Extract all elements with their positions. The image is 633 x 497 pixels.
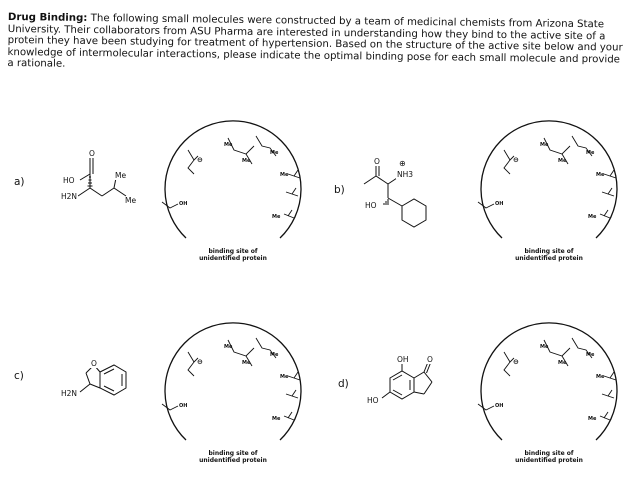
site-me-mid: Me bbox=[558, 158, 567, 164]
atom-ketone-o: O bbox=[427, 355, 433, 364]
site-me-top: Me bbox=[540, 344, 549, 350]
binding-site-2 bbox=[474, 130, 624, 260]
atom-hydroxyl-left: HO bbox=[367, 396, 379, 405]
atom-amine: H2N bbox=[61, 389, 78, 398]
site-me-top: Me bbox=[224, 142, 233, 148]
label-a: a) bbox=[14, 176, 25, 188]
label-b: b) bbox=[334, 184, 345, 196]
atom-charge-plus: ⊕ bbox=[399, 159, 406, 168]
binding-site-pocket bbox=[474, 130, 624, 250]
atom-methyl-top: Me bbox=[115, 171, 127, 180]
molecule-a bbox=[60, 150, 160, 220]
site-me-right: Me bbox=[270, 150, 279, 156]
atom-amine: H2N bbox=[61, 192, 78, 201]
molecule-c bbox=[60, 360, 140, 420]
binding-site-caption: binding site of unidentified protein bbox=[515, 450, 583, 464]
site-charge-minus: ⊖ bbox=[197, 156, 203, 164]
site-oh: OH bbox=[179, 201, 188, 207]
site-me-top: Me bbox=[540, 142, 549, 148]
atom-hydroxyl-top: OH bbox=[397, 355, 409, 364]
site-oh: OH bbox=[495, 201, 504, 207]
problem-statement bbox=[7, 12, 624, 77]
site-me-bottom: Me bbox=[588, 416, 597, 422]
site-oh: OH bbox=[495, 403, 504, 409]
site-me-mid: Me bbox=[242, 158, 251, 164]
site-oh: OH bbox=[179, 403, 188, 409]
site-me-bottom: Me bbox=[272, 214, 281, 220]
binding-site-1 bbox=[158, 130, 308, 260]
site-charge-minus: ⊖ bbox=[513, 156, 519, 164]
binding-site-caption: binding site of unidentified protein bbox=[199, 450, 267, 464]
site-me-lower: Me bbox=[280, 374, 289, 380]
atom-carbonyl-o: O bbox=[89, 149, 95, 158]
binding-site-caption: binding site of unidentified protein bbox=[199, 248, 267, 262]
site-me-mid: Me bbox=[242, 360, 251, 366]
site-me-mid: Me bbox=[558, 360, 567, 366]
label-d: d) bbox=[338, 378, 349, 390]
site-me-lower: Me bbox=[280, 172, 289, 178]
molecule-d-structure bbox=[362, 356, 462, 426]
binding-site-pocket bbox=[474, 332, 624, 452]
molecule-a-structure bbox=[60, 150, 160, 220]
site-charge-minus: ⊖ bbox=[197, 358, 203, 366]
binding-site-pocket bbox=[158, 332, 308, 452]
molecule-d bbox=[362, 356, 462, 426]
site-me-bottom: Me bbox=[272, 416, 281, 422]
atom-carbonyl-o: O bbox=[374, 157, 380, 166]
site-me-lower: Me bbox=[596, 172, 605, 178]
binding-site-caption: binding site of unidentified protein bbox=[515, 248, 583, 262]
binding-site-pocket bbox=[158, 130, 308, 250]
site-me-right: Me bbox=[586, 352, 595, 358]
binding-site-3 bbox=[158, 332, 308, 462]
atom-ring-o: O bbox=[91, 359, 97, 368]
atom-hydroxyl: HO bbox=[365, 201, 377, 210]
atom-hydroxyl: HO bbox=[63, 176, 75, 185]
binding-site-4 bbox=[474, 332, 624, 462]
site-me-top: Me bbox=[224, 344, 233, 350]
atom-ammonium: NH3 bbox=[397, 170, 414, 179]
site-me-bottom: Me bbox=[588, 214, 597, 220]
molecule-b bbox=[356, 156, 446, 246]
site-me-lower: Me bbox=[596, 374, 605, 380]
site-me-right: Me bbox=[586, 150, 595, 156]
problem-text: The following small molecules were constructed by a team of medicinal chemists from Arizona State University. Their collaborators from ASU Pharma are interested in understanding how they bind to the active site of a protein they have been studying for treatment of hypertension. Based on the structure of the active site below and your knowledge of intermolecular interactions, please indicate the optimal binding pose for each small molecule and provide a rationale. bbox=[7, 13, 623, 71]
label-c: c) bbox=[14, 370, 24, 382]
atom-methyl-bottom: Me bbox=[125, 196, 137, 205]
problem-lead: Drug Binding: bbox=[7, 12, 88, 24]
site-charge-minus: ⊖ bbox=[513, 358, 519, 366]
site-me-right: Me bbox=[270, 352, 279, 358]
